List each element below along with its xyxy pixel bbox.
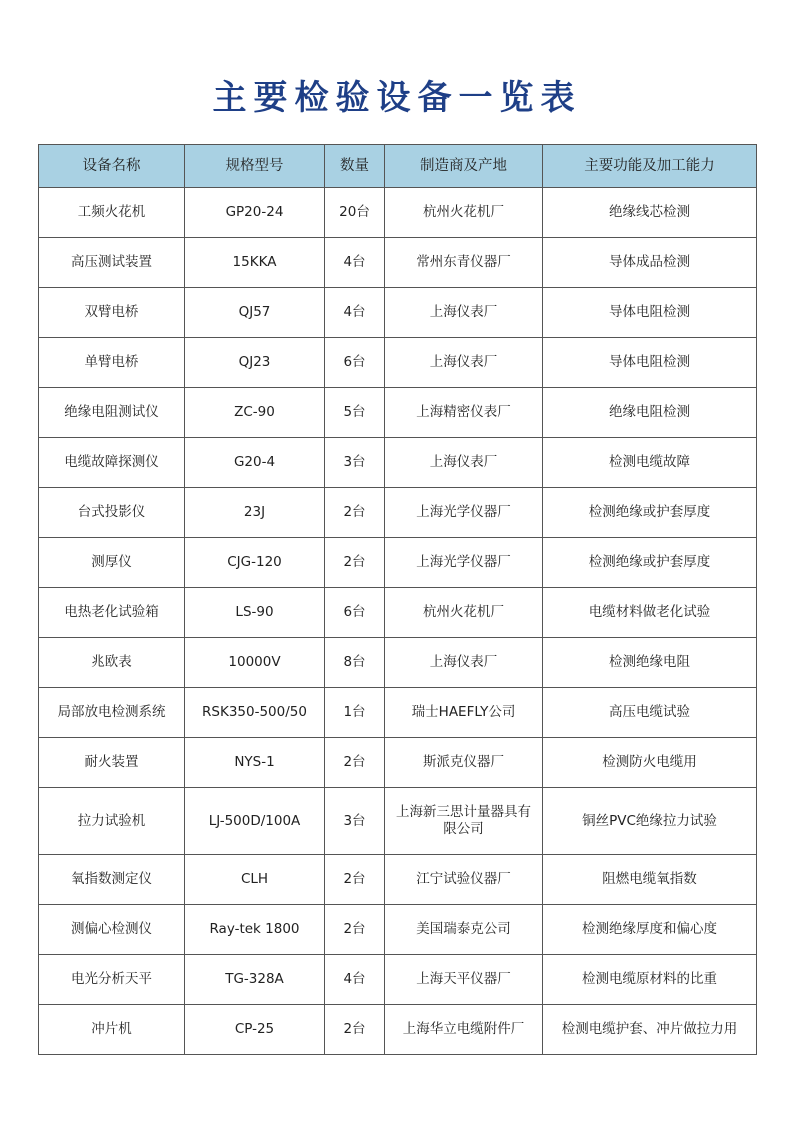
header-model: 规格型号 <box>185 145 325 188</box>
cell-function: 检测电缆护套、冲片做拉力用 <box>543 1005 757 1055</box>
cell-manufacturer: 杭州火花机厂 <box>385 588 543 638</box>
cell-equipment-name: 单臂电桥 <box>39 338 185 388</box>
cell-quantity: 2台 <box>325 855 385 905</box>
cell-function: 绝缘电阻检测 <box>543 388 757 438</box>
header-function: 主要功能及加工能力 <box>543 145 757 188</box>
cell-model: CLH <box>185 855 325 905</box>
table-row <box>39 1005 757 1055</box>
cell-equipment-name: 耐火装置 <box>39 738 185 788</box>
cell-model: GP20-24 <box>185 188 325 238</box>
cell-manufacturer: 常州东青仪器厂 <box>385 238 543 288</box>
table-row <box>39 638 757 688</box>
cell-model: CP-25 <box>185 1005 325 1055</box>
cell-quantity: 2台 <box>325 738 385 788</box>
cell-function: 检测绝缘电阻 <box>543 638 757 688</box>
cell-manufacturer: 上海仪表厂 <box>385 638 543 688</box>
header-equipment-name: 设备名称 <box>39 145 185 188</box>
cell-function: 检测绝缘厚度和偏心度 <box>543 905 757 955</box>
cell-manufacturer: 上海光学仪器厂 <box>385 488 543 538</box>
cell-quantity: 3台 <box>325 788 385 855</box>
cell-function: 阻燃电缆氧指数 <box>543 855 757 905</box>
table-row <box>39 188 757 238</box>
cell-equipment-name: 测偏心检测仪 <box>39 905 185 955</box>
cell-equipment-name: 双臂电桥 <box>39 288 185 338</box>
cell-equipment-name: 高压测试装置 <box>39 238 185 288</box>
cell-function: 电缆材料做老化试验 <box>543 588 757 638</box>
cell-equipment-name: 氧指数测定仪 <box>39 855 185 905</box>
header-manufacturer: 制造商及产地 <box>385 145 543 188</box>
cell-equipment-name: 工频火花机 <box>39 188 185 238</box>
cell-quantity: 4台 <box>325 238 385 288</box>
cell-quantity: 2台 <box>325 488 385 538</box>
cell-quantity: 20台 <box>325 188 385 238</box>
table-body <box>39 188 757 1055</box>
cell-manufacturer: 上海精密仪表厂 <box>385 388 543 438</box>
cell-quantity: 1台 <box>325 688 385 738</box>
cell-quantity: 2台 <box>325 905 385 955</box>
cell-quantity: 5台 <box>325 388 385 438</box>
table-row <box>39 388 757 438</box>
cell-manufacturer: 上海天平仪器厂 <box>385 955 543 1005</box>
table-row <box>39 238 757 288</box>
cell-manufacturer: 斯派克仪器厂 <box>385 738 543 788</box>
equipment-table <box>38 144 757 1055</box>
cell-function: 检测绝缘或护套厚度 <box>543 538 757 588</box>
cell-model: LS-90 <box>185 588 325 638</box>
cell-manufacturer: 上海仪表厂 <box>385 438 543 488</box>
cell-model: TG-328A <box>185 955 325 1005</box>
table-row <box>39 538 757 588</box>
cell-model: Ray-tek 1800 <box>185 905 325 955</box>
cell-model: 10000V <box>185 638 325 688</box>
cell-equipment-name: 局部放电检测系统 <box>39 688 185 738</box>
cell-equipment-name: 拉力试验机 <box>39 788 185 855</box>
cell-model: LJ-500D/100A <box>185 788 325 855</box>
table-row <box>39 738 757 788</box>
cell-function: 检测防火电缆用 <box>543 738 757 788</box>
cell-function: 导体成品检测 <box>543 238 757 288</box>
cell-model: CJG-120 <box>185 538 325 588</box>
cell-quantity: 6台 <box>325 588 385 638</box>
cell-equipment-name: 台式投影仪 <box>39 488 185 538</box>
cell-model: RSK350-500/50 <box>185 688 325 738</box>
table-row <box>39 905 757 955</box>
cell-equipment-name: 测厚仪 <box>39 538 185 588</box>
cell-function: 高压电缆试验 <box>543 688 757 738</box>
cell-equipment-name: 绝缘电阻测试仪 <box>39 388 185 438</box>
cell-equipment-name: 冲片机 <box>39 1005 185 1055</box>
table-row <box>39 288 757 338</box>
cell-manufacturer: 上海光学仪器厂 <box>385 538 543 588</box>
cell-quantity: 3台 <box>325 438 385 488</box>
table-header-row <box>39 145 757 188</box>
cell-model: QJ23 <box>185 338 325 388</box>
cell-manufacturer: 瑞士HAEFLY公司 <box>385 688 543 738</box>
table-row <box>39 588 757 638</box>
table-row <box>39 788 757 855</box>
cell-function: 导体电阻检测 <box>543 288 757 338</box>
cell-function: 铜丝PVC绝缘拉力试验 <box>543 788 757 855</box>
cell-manufacturer: 上海新三思计量器具有限公司 <box>385 788 543 855</box>
cell-manufacturer: 美国瑞泰克公司 <box>385 905 543 955</box>
table-row <box>39 955 757 1005</box>
cell-function: 检测绝缘或护套厚度 <box>543 488 757 538</box>
table-row <box>39 438 757 488</box>
cell-manufacturer: 江宁试验仪器厂 <box>385 855 543 905</box>
cell-equipment-name: 电光分析天平 <box>39 955 185 1005</box>
cell-manufacturer: 上海仪表厂 <box>385 288 543 338</box>
table-row <box>39 338 757 388</box>
cell-quantity: 6台 <box>325 338 385 388</box>
cell-equipment-name: 电热老化试验箱 <box>39 588 185 638</box>
header-quantity: 数量 <box>325 145 385 188</box>
table-row <box>39 488 757 538</box>
cell-model: NYS-1 <box>185 738 325 788</box>
cell-equipment-name: 电缆故障探测仪 <box>39 438 185 488</box>
cell-model: QJ57 <box>185 288 325 338</box>
cell-function: 检测电缆故障 <box>543 438 757 488</box>
page-title: 主要检验设备一览表 <box>212 78 582 118</box>
cell-quantity: 8台 <box>325 638 385 688</box>
cell-function: 绝缘线芯检测 <box>543 188 757 238</box>
cell-manufacturer: 上海华立电缆附件厂 <box>385 1005 543 1055</box>
cell-quantity: 4台 <box>325 955 385 1005</box>
cell-quantity: 2台 <box>325 538 385 588</box>
cell-quantity: 2台 <box>325 1005 385 1055</box>
table-row <box>39 688 757 738</box>
cell-model: 15KKA <box>185 238 325 288</box>
cell-model: G20-4 <box>185 438 325 488</box>
cell-quantity: 4台 <box>325 288 385 338</box>
cell-equipment-name: 兆欧表 <box>39 638 185 688</box>
table-row <box>39 855 757 905</box>
cell-function: 检测电缆原材料的比重 <box>543 955 757 1005</box>
cell-function: 导体电阻检测 <box>543 338 757 388</box>
cell-model: ZC-90 <box>185 388 325 438</box>
cell-manufacturer: 杭州火花机厂 <box>385 188 543 238</box>
cell-model: 23J <box>185 488 325 538</box>
cell-manufacturer: 上海仪表厂 <box>385 338 543 388</box>
